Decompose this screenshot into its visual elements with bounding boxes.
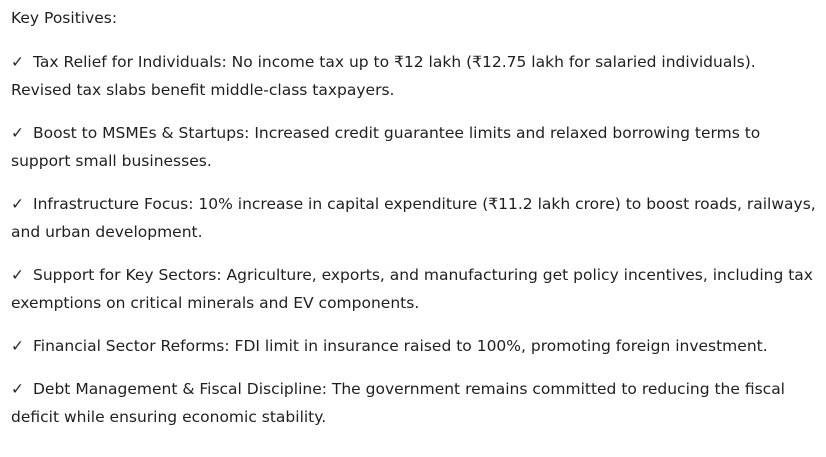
section-heading: Key Positives:: [11, 9, 118, 27]
checkmark-icon: ✓: [11, 337, 24, 355]
list-item-text: Boost to MSMEs & Startups: Increased credit guarantee limits and relaxed borrowing terms to support small businesses.: [11, 124, 761, 170]
checkmark-icon: ✓: [11, 195, 24, 213]
checkmark-icon: ✓: [11, 380, 24, 398]
list-item: [11, 261, 817, 317]
list-item: [11, 119, 817, 175]
list-item-text: Financial Sector Reforms: FDI limit in insurance raised to 100%, promoting foreign investment.: [33, 337, 768, 355]
checkmark-icon: ✓: [11, 53, 24, 71]
list-item: [11, 48, 817, 104]
checkmark-icon: ✓: [11, 266, 24, 284]
document-body: [11, 4, 817, 446]
list-item-text: Debt Management & Fiscal Discipline: The government remains committed to reducing the fiscal deficit while ensuring economic stability.: [11, 380, 785, 426]
list-item-text: Infrastructure Focus: 10% increase in capital expenditure (₹11.2 lakh crore) to boost roads, railways, and urban development.: [11, 195, 816, 241]
checkmark-icon: ✓: [11, 124, 24, 142]
list-item-text: Tax Relief for Individuals: No income tax up to ₹12 lakh (₹12.75 lakh for salaried individuals). Revised tax slabs benefit middle-class taxpayers.: [11, 53, 756, 99]
list-item: [11, 190, 817, 246]
list-item: [11, 332, 817, 360]
list-item-text: Support for Key Sectors: Agriculture, exports, and manufacturing get policy incentives, including tax exemptions on critical minerals and EV components.: [11, 266, 813, 312]
list-item: [11, 375, 817, 431]
